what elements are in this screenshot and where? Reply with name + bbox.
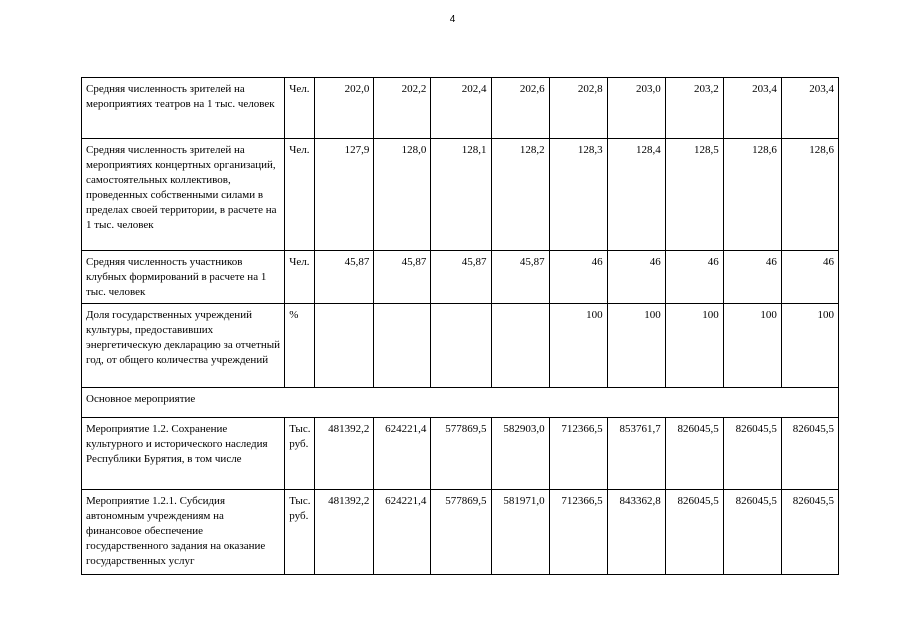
unit-cell: Тыс. руб. bbox=[285, 418, 315, 490]
value-cell: 128,3 bbox=[549, 139, 607, 251]
table-row bbox=[82, 418, 839, 490]
section-row bbox=[82, 388, 839, 418]
value-cell: 202,0 bbox=[315, 78, 374, 139]
value-cell: 128,6 bbox=[781, 139, 838, 251]
value-cell: 624221,4 bbox=[374, 418, 431, 490]
value-cell: 202,2 bbox=[374, 78, 431, 139]
section-title: Основное мероприятие bbox=[82, 388, 839, 418]
value-cell: 712366,5 bbox=[549, 490, 607, 575]
value-cell: 128,5 bbox=[665, 139, 723, 251]
value-cell: 46 bbox=[607, 251, 665, 304]
unit-cell: Тыс. руб. bbox=[285, 490, 315, 575]
indicator-name: Мероприятие 1.2.1. Субсидия автономным учреждениям на финансовое обеспечение государственного задания на оказание государственных услуг bbox=[82, 490, 285, 575]
unit-cell: Чел. bbox=[285, 139, 315, 251]
value-cell: 46 bbox=[781, 251, 838, 304]
table-row bbox=[82, 304, 839, 388]
value-cell: 128,6 bbox=[723, 139, 781, 251]
value-cell: 202,8 bbox=[549, 78, 607, 139]
value-cell: 843362,8 bbox=[607, 490, 665, 575]
value-cell: 45,87 bbox=[315, 251, 374, 304]
value-cell: 128,1 bbox=[431, 139, 491, 251]
value-cell: 128,0 bbox=[374, 139, 431, 251]
value-cell: 577869,5 bbox=[431, 490, 491, 575]
value-cell: 481392,2 bbox=[315, 490, 374, 575]
value-cell: 203,2 bbox=[665, 78, 723, 139]
value-cell: 46 bbox=[723, 251, 781, 304]
value-cell: 100 bbox=[665, 304, 723, 388]
table-row bbox=[82, 251, 839, 304]
value-cell: 826045,5 bbox=[665, 490, 723, 575]
unit-cell: % bbox=[285, 304, 315, 388]
value-cell: 45,87 bbox=[374, 251, 431, 304]
indicator-name: Средняя численность зрителей на мероприятиях театров на 1 тыс. человек bbox=[82, 78, 285, 139]
table-body bbox=[82, 78, 839, 575]
table-row bbox=[82, 78, 839, 139]
indicator-name: Доля государственных учреждений культуры, предоставивших энергетическую декларацию за отчетный год, от общего количества учреждений bbox=[82, 304, 285, 388]
value-cell: 128,4 bbox=[607, 139, 665, 251]
value-cell: 826045,5 bbox=[781, 418, 838, 490]
indicator-name: Средняя численность участников клубных формирований в расчете на 1 тыс. человек bbox=[82, 251, 285, 304]
value-cell: 712366,5 bbox=[549, 418, 607, 490]
value-cell: 481392,2 bbox=[315, 418, 374, 490]
value-cell: 853761,7 bbox=[607, 418, 665, 490]
value-cell: 45,87 bbox=[431, 251, 491, 304]
value-cell: 826045,5 bbox=[665, 418, 723, 490]
table-row bbox=[82, 490, 839, 575]
value-cell: 582903,0 bbox=[491, 418, 549, 490]
value-cell: 45,87 bbox=[491, 251, 549, 304]
value-cell: 826045,5 bbox=[781, 490, 838, 575]
value-cell: 128,2 bbox=[491, 139, 549, 251]
value-cell bbox=[374, 304, 431, 388]
unit-cell: Чел. bbox=[285, 251, 315, 304]
value-cell: 202,4 bbox=[431, 78, 491, 139]
value-cell: 100 bbox=[549, 304, 607, 388]
unit-cell: Чел. bbox=[285, 78, 315, 139]
value-cell: 100 bbox=[781, 304, 838, 388]
value-cell: 203,4 bbox=[781, 78, 838, 139]
value-cell: 46 bbox=[549, 251, 607, 304]
value-cell: 624221,4 bbox=[374, 490, 431, 575]
value-cell: 581971,0 bbox=[491, 490, 549, 575]
value-cell: 577869,5 bbox=[431, 418, 491, 490]
value-cell: 100 bbox=[723, 304, 781, 388]
value-cell bbox=[431, 304, 491, 388]
page-number: 4 bbox=[449, 14, 456, 25]
value-cell: 203,4 bbox=[723, 78, 781, 139]
value-cell: 826045,5 bbox=[723, 418, 781, 490]
value-cell bbox=[491, 304, 549, 388]
value-cell: 203,0 bbox=[607, 78, 665, 139]
indicators-table bbox=[81, 77, 839, 575]
table-row bbox=[82, 139, 839, 251]
value-cell: 826045,5 bbox=[723, 490, 781, 575]
value-cell: 202,6 bbox=[491, 78, 549, 139]
value-cell: 46 bbox=[665, 251, 723, 304]
value-cell bbox=[315, 304, 374, 388]
value-cell: 100 bbox=[607, 304, 665, 388]
value-cell: 127,9 bbox=[315, 139, 374, 251]
indicator-name: Мероприятие 1.2. Сохранение культурного и исторического наследия Республики Бурятия, в том числе bbox=[82, 418, 285, 490]
indicator-name: Средняя численность зрителей на мероприятиях концертных организаций, самостоятельных коллективов, проведенных собственными силами в пределах своей территории, в расчете на 1 тыс. человек bbox=[82, 139, 285, 251]
